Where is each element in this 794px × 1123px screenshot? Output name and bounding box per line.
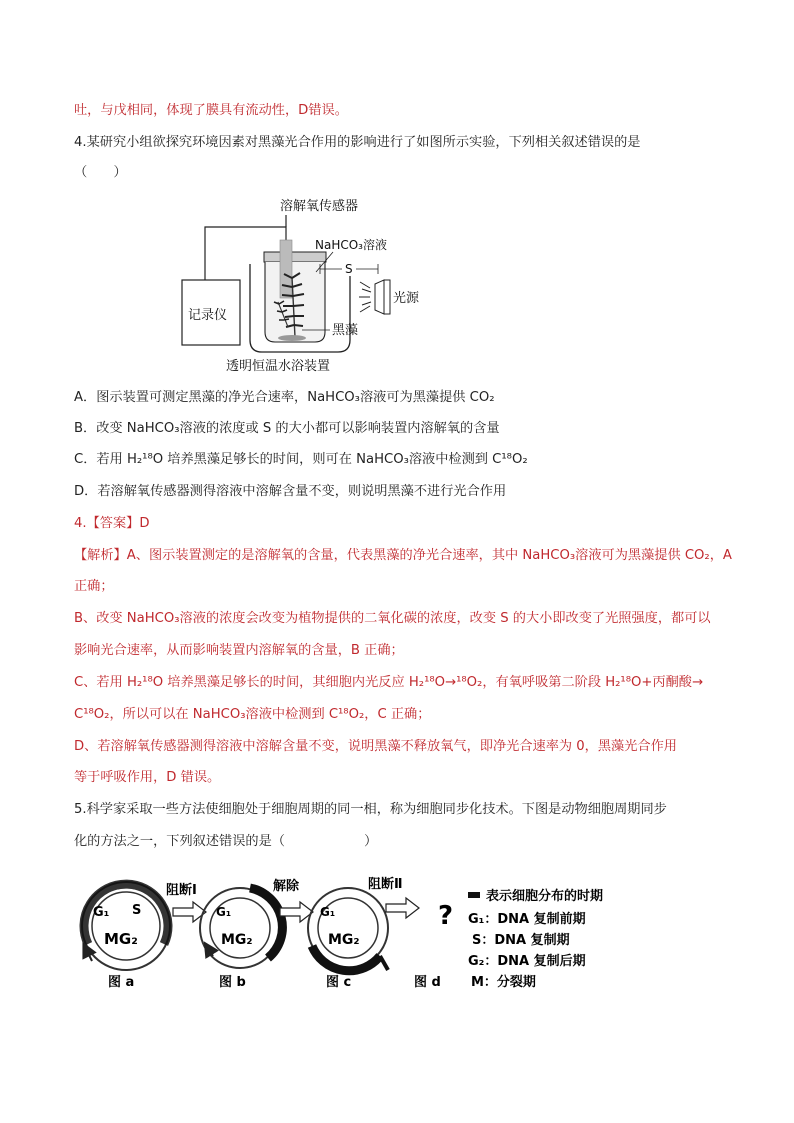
q5-cell-cycle-figure <box>68 866 728 996</box>
q4-stem-line1: 4.某研究小组欲探究环境因素对黑藻光合作用的影响进行了如图所示实验，下列相关叙述错误的是 <box>74 135 641 150</box>
q4-stem-line2: （ ） <box>74 165 127 180</box>
q4-option-c: C．若用 H₂¹⁸O 培养黑藻足够长的时间，则可在 NaHCO₃溶液中检测到 C¹⁸O₂ <box>74 452 528 467</box>
solution-label: NaHCO₃溶液 <box>315 238 387 252</box>
q4-analysis-line: C¹⁸O₂，所以可以在 NaHCO₃溶液中检测到 C¹⁸O₂，C 正确； <box>74 707 431 722</box>
label-release: 解除 <box>273 879 300 894</box>
label-mg2: MG₂ <box>104 930 138 948</box>
legend-mark-text: 表示细胞分布的时期 <box>486 889 604 904</box>
recorder-label: 记录仪 <box>188 308 228 323</box>
q5-stem-line2: 化的方法之一，下列叙述错误的是（ ） <box>74 834 378 849</box>
label-g1: G₁ <box>320 905 336 919</box>
q5-stem-line1: 5.科学家采取一些方法使细胞处于细胞周期的同一相，称为细胞同步化技术。下图是动物细胞周期同步 <box>74 802 667 817</box>
q4-analysis-line: D、若溶解氧传感器测得溶液中溶解含量不变，说明黑藻不释放氧气，即净光合速率为 0，黑藻光合作用 <box>74 739 677 754</box>
q4-analysis-line: C、若用 H₂¹⁸O 培养黑藻足够长的时间，其细胞内光反应 H₂¹⁸O→¹⁸O₂，有氧呼吸第二阶段 H₂¹⁸O+丙酮酸→ <box>74 675 704 690</box>
inner-cap <box>264 252 326 262</box>
caption-fig-d: 图 d <box>414 975 441 990</box>
caption-fig-a: 图 a <box>108 975 135 990</box>
q4-apparatus-figure <box>170 192 430 377</box>
bath-label: 透明恒温水浴装置 <box>226 359 331 374</box>
cycle-diagram-a <box>82 882 170 970</box>
carry-over-line: 吐，与戊相同，体现了膜具有流动性，D错误。 <box>74 103 348 118</box>
q4-analysis-line: 正确； <box>74 579 114 594</box>
light-label: 光源 <box>393 291 420 306</box>
q4-analysis-line: B、改变 NaHCO₃溶液的浓度会改变为植物提供的二氧化碳的浓度，改变 S 的大小即改变了光照强度，都可以 <box>74 611 711 626</box>
legend-g1: G₁：DNA 复制前期 <box>468 912 586 927</box>
sensor-label: 溶解氧传感器 <box>280 199 359 214</box>
caption-fig-b: 图 b <box>219 975 246 990</box>
label-block2: 阻断Ⅱ <box>368 877 403 892</box>
legend-m: M：分裂期 <box>471 975 536 990</box>
legend-mark <box>468 892 480 898</box>
sensor-probe <box>280 240 292 298</box>
q4-analysis-line: 等于呼吸作用，D 错误。 <box>74 770 221 785</box>
q4-option-b: B．改变 NaHCO₃溶液的浓度或 S 的大小都可以影响装置内溶解氧的含量 <box>74 421 500 436</box>
label-g1: G₁ <box>93 905 110 920</box>
legend-g2: G₂：DNA 复制后期 <box>468 954 586 969</box>
caption-fig-c: 图 c <box>326 975 352 990</box>
label-block1: 阻断Ⅰ <box>166 883 197 898</box>
q4-analysis-line: 影响光合速率，从而影响装置内溶解氧的含量，B 正确； <box>74 643 404 658</box>
arrow-block2 <box>386 898 419 918</box>
question-mark: ? <box>438 901 454 931</box>
light-source-icon <box>359 280 390 314</box>
label-g1: G₁ <box>216 905 232 919</box>
distance-s-label: S <box>345 262 353 276</box>
cycle-diagram-c <box>308 888 388 971</box>
q4-analysis-line: 【解析】A、图示装置测定的是溶解氧的含量，代表黑藻的净光合速率，其中 NaHCO₃溶液可为黑藻提供 CO₂，A <box>74 548 732 563</box>
q4-option-a: A．图示装置可测定黑藻的净光合速率，NaHCO₃溶液可为黑藻提供 CO₂ <box>74 390 495 405</box>
label-mg2: MG₂ <box>328 932 360 948</box>
plant-label: 黑藻 <box>332 323 359 338</box>
legend-s: S：DNA 复制期 <box>472 933 570 948</box>
q4-answer: 4.【答案】D <box>74 516 150 531</box>
label-s: S <box>132 903 142 918</box>
q4-option-d: D．若溶解氧传感器测得溶液中溶解含量不变，则说明黑藻不进行光合作用 <box>74 484 507 499</box>
cycle-diagram-b <box>200 888 282 968</box>
label-mg2: MG₂ <box>221 932 253 948</box>
